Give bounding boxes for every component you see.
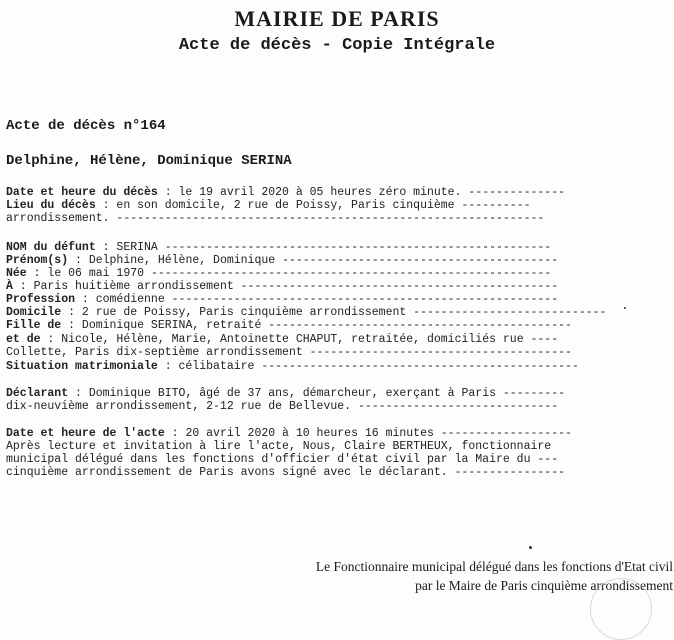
dash-filler: ---: [537, 453, 559, 466]
field-label: À: [6, 280, 13, 293]
dash-filler: ----------: [461, 199, 531, 212]
act-line: [6, 440, 578, 453]
act-line: [6, 241, 578, 254]
deceased-full-name: Delphine, Hélène, Dominique SERINA: [6, 153, 292, 169]
dash-filler: ----------------------------------------: [282, 254, 559, 267]
dash-filler: --------------: [468, 186, 566, 199]
dash-filler: ----------------: [454, 466, 565, 479]
field-value: : célibataire: [157, 360, 262, 373]
act-line: [6, 267, 578, 280]
field-value: : 20 avril 2020 à 10 heures 16 minutes: [164, 427, 441, 440]
dash-filler: --------------------------------------: [309, 346, 572, 359]
act-line: [6, 186, 578, 199]
dash-filler: --------------------------------------------------------: [164, 241, 552, 254]
field-label: Situation matrimoniale: [6, 360, 158, 373]
dash-filler: --------------------------------------------: [268, 319, 572, 332]
act-line: [6, 387, 578, 400]
act-number: Acte de décès n°164: [6, 118, 166, 134]
signature-line-1: Le Fonctionnaire municipal délégué dans les fonctions d'Etat civil: [315, 559, 673, 574]
act-line: [6, 360, 578, 373]
dash-filler: -------------------: [440, 427, 572, 440]
field-label: Date et heure du décès: [6, 186, 158, 199]
act-line: [6, 280, 578, 293]
act-line: [6, 306, 607, 319]
dash-filler: --------------------------------------------------------------: [116, 212, 545, 225]
field-value: : le 19 avril 2020 à 05 heures zéro minute.: [157, 186, 469, 199]
field-value: : 2 rue de Poissy, Paris cinquième arrondissement: [61, 306, 414, 319]
act-line: [6, 427, 578, 440]
field-value: : en son domicile, 2 rue de Poissy, Paris cinquième: [95, 199, 462, 212]
field-label: Déclarant: [6, 387, 69, 400]
act-line: [6, 400, 578, 413]
act-line: [6, 346, 578, 359]
field-label: NOM du défunt: [6, 241, 96, 254]
act-line: [6, 212, 578, 225]
act-line: [6, 254, 578, 267]
field-label: et de: [6, 333, 41, 346]
dash-filler: --------------------------------------------------------: [171, 293, 559, 306]
ink-dot: [624, 307, 626, 309]
field-value: Collette, Paris dix-septième arrondissement: [6, 346, 310, 359]
act-line: [6, 466, 578, 479]
page-subtitle: Acte de décès - Copie Intégrale: [178, 36, 496, 55]
dash-filler: ----------------------------------------------: [261, 360, 579, 373]
dash-filler: ----: [530, 333, 559, 346]
act-line: [6, 453, 578, 466]
act-line: [6, 333, 578, 346]
dash-filler: ----------------------------------------------: [240, 280, 559, 293]
field-label: Fille de: [6, 319, 62, 332]
field-value: cinquième arrondissement de Paris avons signé avec le déclarant.: [6, 466, 455, 479]
field-value: municipal délégué dans les fonctions d'officier d'état civil par la Maire du: [6, 453, 538, 466]
field-value: : Dominique SERINA, retraité: [61, 319, 269, 332]
stamp-mark: [590, 578, 652, 640]
field-label: Domicile: [6, 306, 62, 319]
field-label: Date et heure de l'acte: [6, 427, 165, 440]
dash-filler: ----------------------------: [413, 306, 607, 319]
field-value: : Dominique BITO, âgé de 37 ans, démarcheur, exerçant à Paris: [68, 387, 503, 400]
act-line: [6, 319, 578, 332]
field-value: arrondissement.: [6, 212, 117, 225]
field-value: : le 06 mai 1970: [26, 267, 151, 280]
dash-filler: ----------------------------------------------------------: [150, 267, 552, 280]
field-value: : Delphine, Hélène, Dominique: [68, 254, 283, 267]
signature-line-2: par le Maire de Paris cinquième arrondissement: [415, 578, 673, 593]
field-value: : comédienne: [75, 293, 172, 306]
field-value: : Nicole, Hélène, Marie, Antoinette CHAPUT, retraitée, domiciliés rue: [40, 333, 531, 346]
dash-filler: ---------: [502, 387, 566, 400]
field-label: Prénom(s): [6, 254, 69, 267]
field-value: Après lecture et invitation à lire l'acte, Nous, Claire BERTHEUX, fonctionnaire: [6, 440, 552, 453]
ink-dot: [529, 546, 532, 549]
field-value: : SERINA: [95, 241, 165, 254]
act-line: [6, 199, 578, 212]
field-label: Née: [6, 267, 27, 280]
field-label: Lieu du décès: [6, 199, 96, 212]
page-title: MAIRIE DE PARIS: [234, 6, 440, 31]
field-label: Profession: [6, 293, 76, 306]
field-value: : Paris huitième arrondissement: [12, 280, 241, 293]
act-line: [6, 293, 578, 306]
field-value: dix-neuvième arrondissement, 2-12 rue de Bellevue.: [6, 400, 358, 413]
dash-filler: -----------------------------: [357, 400, 559, 413]
